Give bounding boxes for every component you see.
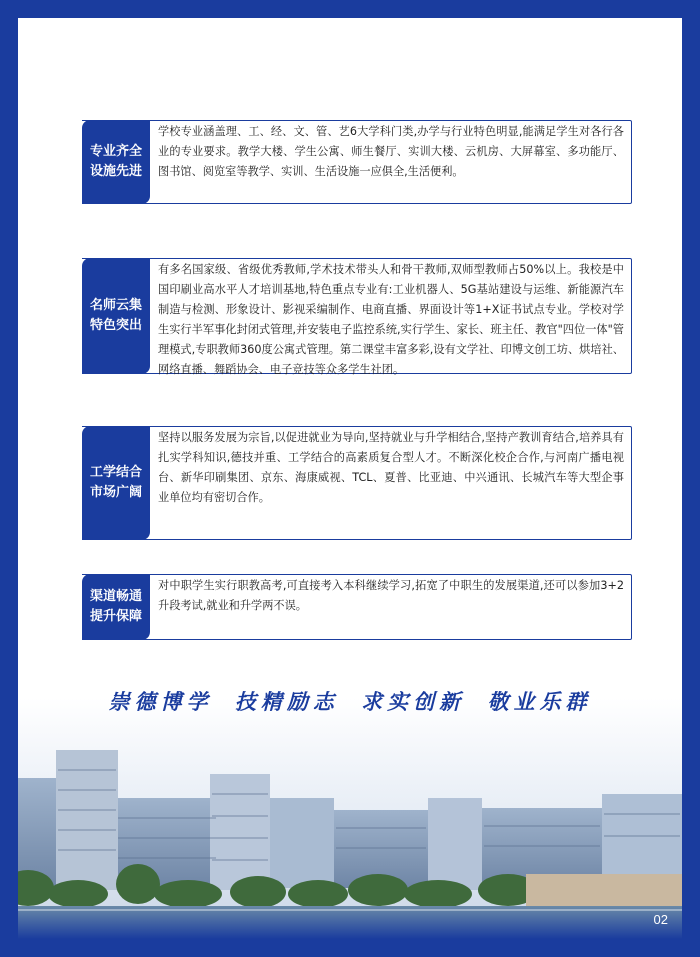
brochure-page: [18, 18, 682, 939]
section-label: [82, 574, 150, 640]
section-teachers: [82, 258, 632, 374]
page-number: 02: [653, 912, 668, 927]
section-text: 对中职学生实行职教高考,可直接考入本科继续学习,拓宽了中职生的发展渠道,还可以参加3+2升段考试,就业和升学两不误。: [158, 579, 624, 612]
section-pathways: [82, 574, 632, 640]
section-label: [82, 426, 150, 540]
section-label-line: 设施先进: [89, 164, 142, 179]
section-label-line: 提升保障: [89, 609, 142, 624]
section-text: 学校专业涵盖理、工、经、文、管、艺6大学科门类,办学与行业特色明显,能满足学生对各行各业的专业要求。教学大楼、学生公寓、师生餐厅、实训大楼、云机房、大屏幕室、多功能厅、图书馆、阅览室等教学、实训、生活设施一应俱全,生活便利。: [158, 125, 624, 178]
section-label-line: 名师云集: [89, 298, 142, 313]
campus-photo: [18, 698, 682, 939]
section-text: 坚持以服务发展为宗旨,以促进就业为导向,坚持就业与升学相结合,坚持产教训育结合,培养具有扎实学科知识,德技并重、工学结合的高素质复合型人才。不断深化校企合作,与河南广播电视台、新华印刷集团、京东、海康威视、TCL、夏普、比亚迪、中兴通讯、长城汽车等大型企事业单位均有密切合作。: [158, 431, 624, 504]
section-label-line: 渠道畅通: [89, 589, 142, 604]
section-label-line: 市场广阔: [89, 485, 142, 500]
section-label: [82, 258, 150, 374]
school-motto: 崇德博学 技精励志 求实创新 敬业乐群: [108, 689, 592, 714]
section-label-line: 工学结合: [89, 465, 142, 480]
section-specialties: [82, 120, 632, 204]
section-work-study: [82, 426, 632, 540]
section-label-line: 专业齐全: [89, 144, 142, 159]
section-text: 有多名国家级、省级优秀教师,学术技术带头人和骨干教师,双师型教师占50%以上。我校是中国印刷业高水平人才培训基地,特色重点专业有:工业机器人、5G基站建设与运维、新能源汽车制造与检测、形象设计、影视采编制作、电商直播、界面设计等1+X证书试点专业。学校对学生实行半军事化封闭式管理,并安装电子监控系统,实行学生、家长、班主任、教官"四位一体"管理模式,专职教师360度公寓式管理。第二课堂丰富多彩,设有文学社、印博文创工坊、烘培社、网络直播、舞蹈协会、电子竞技等众多学生社团。: [158, 263, 624, 376]
section-label: [82, 120, 150, 204]
section-label-line: 特色突出: [89, 318, 142, 333]
